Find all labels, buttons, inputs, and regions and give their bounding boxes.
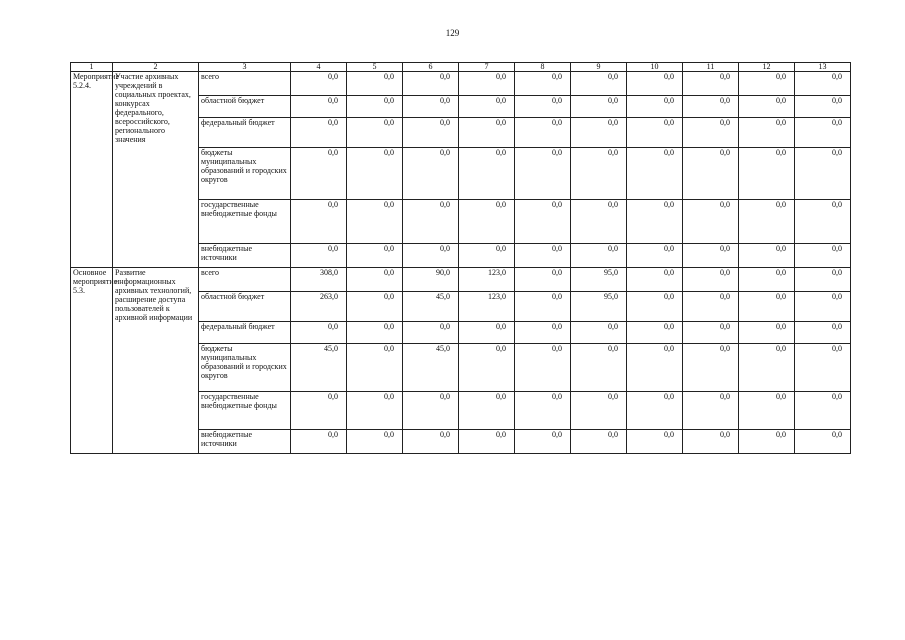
- amount-cell: 0,0: [515, 292, 571, 322]
- column-header: 13: [795, 63, 851, 72]
- amount-cell: 0,0: [627, 148, 683, 200]
- amount-cell: 0,0: [683, 118, 739, 148]
- amount-cell: 0,0: [571, 244, 627, 268]
- amount-cell: 0,0: [459, 72, 515, 96]
- amount-cell: 0,0: [515, 322, 571, 344]
- amount-cell: 0,0: [403, 392, 459, 430]
- column-header: 10: [627, 63, 683, 72]
- column-header: 12: [739, 63, 795, 72]
- amount-cell: 0,0: [403, 430, 459, 454]
- amount-cell: 90,0: [403, 268, 459, 292]
- amount-cell: 0,0: [571, 344, 627, 392]
- funding-source: бюджеты муниципальных образований и городских округов: [199, 344, 291, 392]
- funding-source: внебюджетные источники: [199, 430, 291, 454]
- amount-cell: 0,0: [347, 96, 403, 118]
- amount-cell: 0,0: [571, 148, 627, 200]
- column-header: 9: [571, 63, 627, 72]
- amount-cell: 0,0: [795, 244, 851, 268]
- amount-cell: 0,0: [683, 200, 739, 244]
- amount-cell: 0,0: [627, 292, 683, 322]
- amount-cell: 0,0: [291, 96, 347, 118]
- amount-cell: 0,0: [739, 244, 795, 268]
- amount-cell: 0,0: [347, 344, 403, 392]
- column-header: 4: [291, 63, 347, 72]
- amount-cell: 0,0: [403, 96, 459, 118]
- amount-cell: 0,0: [627, 200, 683, 244]
- table-row: [71, 72, 851, 96]
- amount-cell: 0,0: [739, 392, 795, 430]
- amount-cell: 0,0: [347, 148, 403, 200]
- amount-cell: 0,0: [403, 118, 459, 148]
- amount-cell: 0,0: [347, 292, 403, 322]
- amount-cell: 0,0: [459, 322, 515, 344]
- amount-cell: 0,0: [347, 118, 403, 148]
- header-row: [71, 63, 851, 72]
- amount-cell: 0,0: [459, 118, 515, 148]
- amount-cell: 0,0: [739, 200, 795, 244]
- funding-source: государственные внебюджетные фонды: [199, 200, 291, 244]
- amount-cell: 0,0: [291, 322, 347, 344]
- amount-cell: 0,0: [291, 244, 347, 268]
- amount-cell: 0,0: [347, 72, 403, 96]
- amount-cell: 0,0: [515, 244, 571, 268]
- amount-cell: 0,0: [739, 430, 795, 454]
- amount-cell: 0,0: [739, 322, 795, 344]
- amount-cell: 0,0: [795, 292, 851, 322]
- amount-cell: 45,0: [403, 292, 459, 322]
- amount-cell: 0,0: [627, 268, 683, 292]
- amount-cell: 0,0: [403, 244, 459, 268]
- amount-cell: 0,0: [515, 118, 571, 148]
- funding-source: всего: [199, 72, 291, 96]
- amount-cell: 0,0: [515, 200, 571, 244]
- column-header: 5: [347, 63, 403, 72]
- amount-cell: 0,0: [627, 392, 683, 430]
- amount-cell: 0,0: [683, 322, 739, 344]
- amount-cell: 0,0: [571, 118, 627, 148]
- amount-cell: 123,0: [459, 292, 515, 322]
- funding-source: государственные внебюджетные фонды: [199, 392, 291, 430]
- amount-cell: 0,0: [459, 148, 515, 200]
- column-header: 6: [403, 63, 459, 72]
- amount-cell: 0,0: [739, 268, 795, 292]
- funding-source: федеральный бюджет: [199, 322, 291, 344]
- amount-cell: 0,0: [515, 430, 571, 454]
- table-body: [71, 72, 851, 454]
- amount-cell: 0,0: [683, 96, 739, 118]
- amount-cell: 0,0: [683, 268, 739, 292]
- amount-cell: 0,0: [795, 72, 851, 96]
- amount-cell: 0,0: [291, 148, 347, 200]
- column-header: 1: [71, 63, 113, 72]
- amount-cell: 0,0: [683, 430, 739, 454]
- amount-cell: 0,0: [739, 118, 795, 148]
- measure-title: Участие архивных учреждений в социальных проектах, конкурсах федерального, всероссийского, регионального значения: [113, 72, 199, 268]
- amount-cell: 308,0: [291, 268, 347, 292]
- amount-cell: 0,0: [571, 430, 627, 454]
- funding-source: областной бюджет: [199, 292, 291, 322]
- amount-cell: 0,0: [627, 344, 683, 392]
- amount-cell: 0,0: [627, 72, 683, 96]
- amount-cell: 0,0: [291, 392, 347, 430]
- funding-source: бюджеты муниципальных образований и городских округов: [199, 148, 291, 200]
- amount-cell: 0,0: [683, 148, 739, 200]
- amount-cell: 0,0: [571, 392, 627, 430]
- amount-cell: 0,0: [459, 430, 515, 454]
- amount-cell: 0,0: [739, 72, 795, 96]
- amount-cell: 0,0: [571, 322, 627, 344]
- funding-source: федеральный бюджет: [199, 118, 291, 148]
- amount-cell: 0,0: [795, 200, 851, 244]
- amount-cell: 0,0: [459, 392, 515, 430]
- amount-cell: 123,0: [459, 268, 515, 292]
- amount-cell: 0,0: [739, 148, 795, 200]
- amount-cell: 0,0: [515, 268, 571, 292]
- amount-cell: 0,0: [795, 148, 851, 200]
- amount-cell: 0,0: [795, 118, 851, 148]
- measure-code: Основное мероприятие 5.3.: [71, 268, 113, 454]
- amount-cell: 0,0: [291, 200, 347, 244]
- funding-source: всего: [199, 268, 291, 292]
- amount-cell: 0,0: [739, 96, 795, 118]
- amount-cell: 0,0: [571, 96, 627, 118]
- column-header: 7: [459, 63, 515, 72]
- amount-cell: 0,0: [347, 200, 403, 244]
- amount-cell: 95,0: [571, 268, 627, 292]
- amount-cell: 0,0: [739, 292, 795, 322]
- amount-cell: 0,0: [459, 344, 515, 392]
- amount-cell: 0,0: [347, 244, 403, 268]
- amount-cell: 0,0: [403, 200, 459, 244]
- amount-cell: 0,0: [627, 118, 683, 148]
- amount-cell: 0,0: [739, 344, 795, 392]
- amount-cell: 0,0: [627, 96, 683, 118]
- column-header: 2: [113, 63, 199, 72]
- amount-cell: 0,0: [683, 344, 739, 392]
- amount-cell: 0,0: [795, 96, 851, 118]
- amount-cell: 45,0: [403, 344, 459, 392]
- amount-cell: 0,0: [795, 268, 851, 292]
- amount-cell: 0,0: [627, 322, 683, 344]
- amount-cell: 0,0: [515, 392, 571, 430]
- amount-cell: 0,0: [627, 430, 683, 454]
- column-header: 8: [515, 63, 571, 72]
- amount-cell: 0,0: [459, 96, 515, 118]
- amount-cell: 0,0: [795, 392, 851, 430]
- amount-cell: 0,0: [515, 72, 571, 96]
- amount-cell: 0,0: [403, 148, 459, 200]
- amount-cell: 0,0: [347, 322, 403, 344]
- funding-source: внебюджетные источники: [199, 244, 291, 268]
- amount-cell: 45,0: [291, 344, 347, 392]
- amount-cell: 0,0: [347, 268, 403, 292]
- amount-cell: 0,0: [795, 430, 851, 454]
- budget-table: [70, 62, 851, 454]
- amount-cell: 263,0: [291, 292, 347, 322]
- amount-cell: 0,0: [291, 430, 347, 454]
- amount-cell: 0,0: [403, 322, 459, 344]
- amount-cell: 0,0: [291, 72, 347, 96]
- amount-cell: 0,0: [403, 72, 459, 96]
- amount-cell: 0,0: [459, 244, 515, 268]
- amount-cell: 0,0: [795, 322, 851, 344]
- amount-cell: 0,0: [683, 392, 739, 430]
- amount-cell: 0,0: [515, 96, 571, 118]
- amount-cell: 0,0: [515, 148, 571, 200]
- measure-code: Мероприятие 5.2.4.: [71, 72, 113, 268]
- measure-title: Развитие информационных архивных технологий, расширение доступа пользователей к архивной информации: [113, 268, 199, 454]
- amount-cell: 0,0: [571, 200, 627, 244]
- amount-cell: 0,0: [627, 244, 683, 268]
- page-number: 129: [445, 28, 460, 38]
- amount-cell: 0,0: [683, 244, 739, 268]
- amount-cell: 0,0: [571, 72, 627, 96]
- amount-cell: 0,0: [795, 344, 851, 392]
- amount-cell: 0,0: [347, 392, 403, 430]
- table-row: [71, 268, 851, 292]
- column-header: 11: [683, 63, 739, 72]
- amount-cell: 0,0: [291, 118, 347, 148]
- amount-cell: 0,0: [459, 200, 515, 244]
- amount-cell: 0,0: [683, 292, 739, 322]
- funding-source: областной бюджет: [199, 96, 291, 118]
- amount-cell: 0,0: [347, 430, 403, 454]
- column-header: 3: [199, 63, 291, 72]
- amount-cell: 0,0: [515, 344, 571, 392]
- amount-cell: 0,0: [683, 72, 739, 96]
- amount-cell: 95,0: [571, 292, 627, 322]
